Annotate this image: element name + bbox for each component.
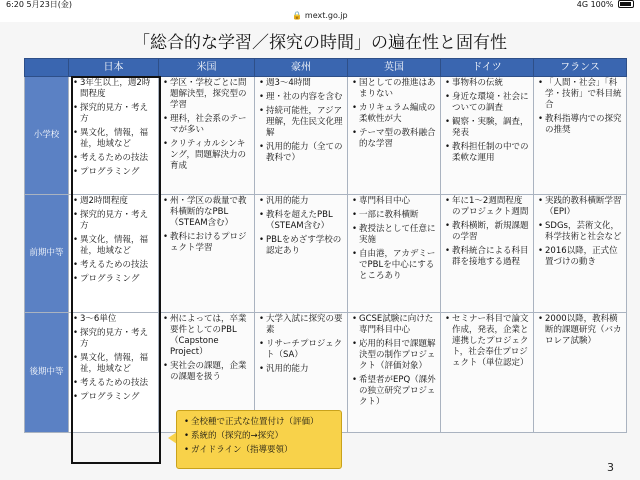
column-header-usa: 米国: [159, 59, 255, 77]
bullet-item: • 教科横断，新規課題の学習: [452, 221, 530, 243]
bullet-item: • 探究的見方・考え方: [80, 103, 155, 125]
bullet-item: • カリキュラム編成の柔軟性が大: [359, 103, 437, 125]
row-header: 前期中等: [25, 195, 69, 313]
bullet-item: • 考えるための技法: [80, 378, 155, 389]
table-cell: [441, 313, 534, 433]
bullet-item: • 大学入試に探究の要素: [266, 314, 344, 336]
bullet-item: • GCSE試験に向けた専門科目中心: [359, 314, 437, 336]
slide: [0, 22, 640, 480]
bullet-list: [444, 314, 530, 369]
bullet-list: [258, 78, 344, 164]
table-cell: [348, 195, 441, 313]
comparison-table: [24, 58, 627, 433]
bullet-item: • 州・学区の裁量で教科横断的なPBL（STEAM含む）: [170, 196, 251, 229]
bullet-item: • 汎用的能力（全ての教科で）: [266, 142, 344, 164]
table-header-row: [25, 59, 627, 77]
bullet-item: • プログラミング: [80, 392, 155, 403]
status-time: 6:20 5月23日(金): [6, 0, 73, 9]
table-cell: [348, 313, 441, 433]
bullet-list: [444, 196, 530, 268]
table-row: [25, 77, 627, 195]
bullet-item: • 理科，社会系のテーマが多い: [170, 114, 251, 136]
bullet-item: • 学区・学校ごとに問題解決型，探究型の学習: [170, 78, 251, 111]
table-cell: [534, 313, 627, 433]
slide-title: 「総合的な学習／探究の時間」の遍在性と固有性: [133, 33, 507, 53]
column-header-france: フランス: [534, 59, 627, 77]
page-number: 3: [607, 461, 614, 474]
bullet-item: • 教授法として任意に実施: [359, 224, 437, 246]
bullet-item: • 自由港，アカデミーでPBLを中心にするところあり: [359, 249, 437, 282]
bullet-item: • リサーチプロジェクト（SA）: [266, 339, 344, 361]
battery-icon: [618, 0, 634, 8]
table-cell: [69, 195, 159, 313]
table-cell: [159, 195, 255, 313]
table-cell: [348, 77, 441, 195]
column-header-australia: 豪州: [255, 59, 348, 77]
column-header-japan: 日本: [69, 59, 159, 77]
callout-item: • 全校種で正式な位置付け（評価）: [191, 415, 335, 429]
bullet-item: • テーマ型の教科融合的な学習: [359, 128, 437, 150]
bullet-item: • 年に1〜2週間程度のプロジェクト週間: [452, 196, 530, 218]
bullet-item: • 州によっては，卒業要件としてのPBL（Capstone Project）: [170, 314, 251, 358]
bullet-item: • 専門科目中心: [359, 196, 437, 207]
table-cell: [69, 313, 159, 433]
bullet-item: • 実社会の課題，企業の課題を扱う: [170, 361, 251, 383]
bullet-item: • 教科担任制の中での柔軟な運用: [452, 142, 530, 164]
bullet-list: [537, 196, 623, 268]
bullet-list: [537, 314, 623, 347]
table-cell: [255, 77, 348, 195]
bullet-item: • 異文化，情報，福祉，地域など: [80, 353, 155, 375]
bullet-item: • プログラミング: [80, 274, 155, 285]
bullet-item: • 探究的見方・考え方: [80, 328, 155, 350]
bullet-item: • 国としての推進はあまりない: [359, 78, 437, 100]
bullet-list: [258, 196, 344, 257]
bullet-item: • 事物科の伝統: [452, 78, 530, 89]
bullet-item: • 実践的教科横断学習（EPI）: [545, 196, 623, 218]
bullet-item: • 週3〜4時間: [266, 78, 344, 89]
bullet-list: [72, 196, 155, 285]
table-cell: [534, 77, 627, 195]
bullet-item: • 異文化，情報，福祉，地域など: [80, 235, 155, 257]
bullet-item: • 理・社の内容を含む: [266, 92, 344, 103]
bullet-item: • 考えるための技法: [80, 260, 155, 271]
bullet-item: • 2000以降，教科横断的課題研究（バカロレア試験）: [545, 314, 623, 347]
table-corner: [25, 59, 69, 77]
bullet-item: • プログラミング: [80, 167, 155, 178]
bullet-item: • 身近な環境・社会についての調査: [452, 92, 530, 114]
bullet-item: • 「人間・社会」「科学・技術」で科目統合: [545, 78, 623, 111]
bullet-list: [162, 196, 251, 254]
bullet-item: • 一部に教科横断: [359, 210, 437, 221]
bullet-item: • 考えるための技法: [80, 153, 155, 164]
bullet-item: • 探究的見方・考え方: [80, 210, 155, 232]
bullet-item: • 3〜6単位: [80, 314, 155, 325]
table-cell: [69, 77, 159, 195]
bullet-item: • 2016以降，正式位置づけの動き: [545, 246, 623, 268]
column-header-germany: ドイツ: [441, 59, 534, 77]
bullet-item: • 教科指導内での探究の推奨: [545, 114, 623, 136]
table-cell: [159, 77, 255, 195]
bullet-item: • 教科を超えたPBL（STEAM含む）: [266, 210, 344, 232]
status-right: [577, 0, 634, 10]
row-header: 小学校: [25, 77, 69, 195]
bullet-list: [537, 78, 623, 136]
bullet-item: • 持続可能性，アジア理解，先住民文化理解: [266, 106, 344, 139]
lock-icon: 🔒: [292, 11, 303, 20]
bullet-item: • 週2時間程度: [80, 196, 155, 207]
bullet-item: • PBLをめざす学校の認定あり: [266, 235, 344, 257]
bullet-item: • セミナー科目で論文作成，発表，企業と連携したプロジェクト，社会奉仕プロジェクト（単位認定）: [452, 314, 530, 369]
bullet-list: [351, 78, 437, 150]
table-cell: [534, 195, 627, 313]
bullet-item: • クリティカルシンキング，問題解決力の育成: [170, 139, 251, 172]
bullet-item: • 希望者がEPQ（課外の独立研究プロジェクト）: [359, 375, 437, 408]
address-bar[interactable]: [0, 10, 640, 22]
table-cell: [441, 195, 534, 313]
table-cell: [441, 77, 534, 195]
bullet-list: [351, 196, 437, 282]
url-text: mext.go.jp: [304, 11, 348, 20]
bullet-item: • 教科におけるプロジェクト学習: [170, 232, 251, 254]
bullet-list: [351, 314, 437, 408]
bullet-list: [258, 314, 344, 375]
bullet-item: • 3年生以上，週2時間程度: [80, 78, 155, 100]
bullet-list: [162, 314, 251, 383]
bullet-item: • 汎用的能力: [266, 196, 344, 207]
table-cell: [255, 195, 348, 313]
table-row: [25, 195, 627, 313]
bullet-item: • 教科統合による科目群を接地する過程: [452, 246, 530, 268]
callout-item: • 系統的（探究的→探究）: [191, 429, 335, 443]
bullet-list: [72, 78, 155, 178]
status-bar: [0, 0, 640, 10]
callout-item: • ガイドライン（指導要領）: [191, 443, 335, 457]
bullet-list: [444, 78, 530, 164]
callout-box: [176, 410, 342, 469]
row-header: 後期中等: [25, 313, 69, 433]
bullet-item: • 汎用的能力: [266, 364, 344, 375]
bullet-item: • SDGs，芸術文化，科学技術と社会など: [545, 221, 623, 243]
bullet-item: • 応用的科目で課題解決型の制作プロジェクト（評価対象）: [359, 339, 437, 372]
bullet-list: [72, 314, 155, 403]
battery-percent: 100%: [590, 0, 614, 9]
bullet-item: • 異文化，情報，福祉，地域など: [80, 128, 155, 150]
column-header-uk: 英国: [348, 59, 441, 77]
bullet-list: [162, 78, 251, 172]
bullet-item: • 観察・実験，調査，発表: [452, 117, 530, 139]
signal-indicator: 4G: [576, 0, 589, 9]
